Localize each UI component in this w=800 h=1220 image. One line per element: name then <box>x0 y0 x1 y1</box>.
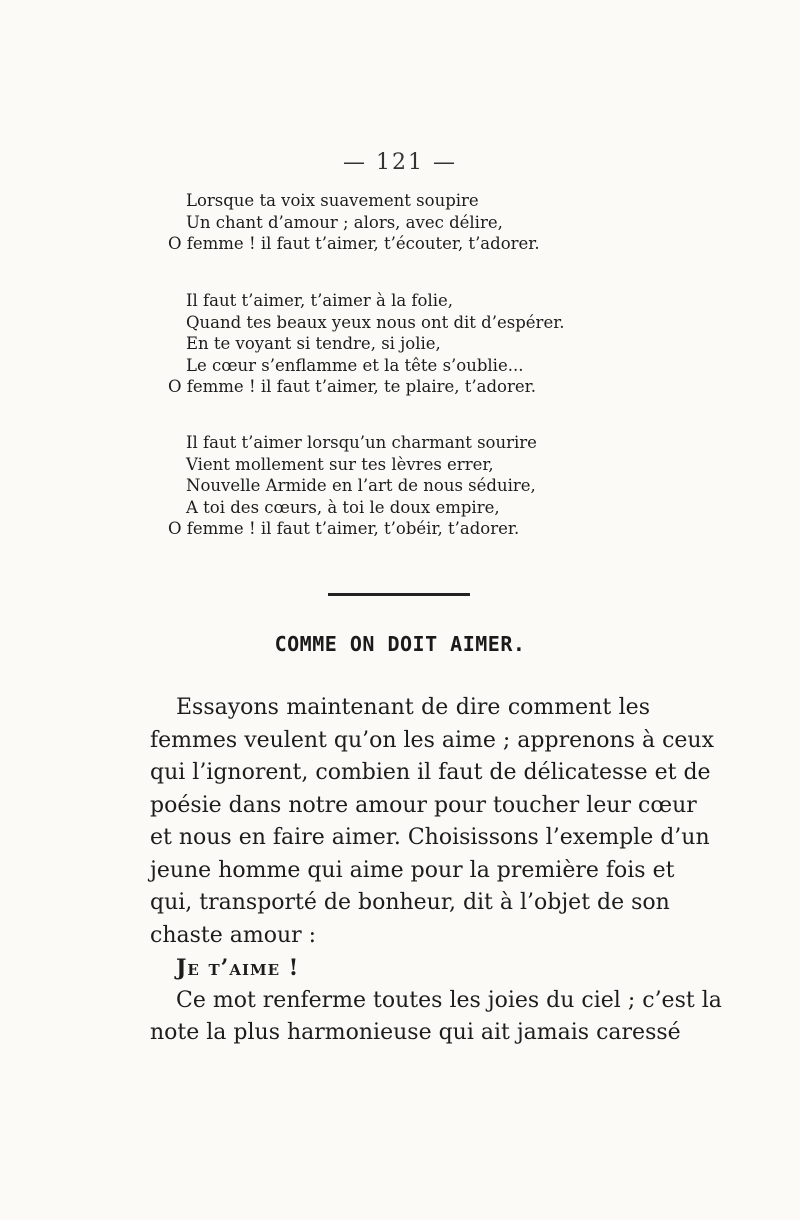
prose-line: qui l’ignorent, combien il faut de délicatesse et de <box>150 760 711 785</box>
poem-line: Nouvelle Armide en l’art de nous séduire, <box>186 476 536 495</box>
poem-line: Vient mollement sur tes lèvres errer, <box>186 454 494 474</box>
exclamation-line: Je t’aime ! <box>176 955 300 981</box>
prose-line: femmes veulent qu’on les aime ; apprenons à ceux <box>150 727 714 753</box>
poem-line: Il faut t’aimer lorsqu’un charmant sourire <box>186 433 537 452</box>
prose-line: jeune homme qui aime pour la première fois et <box>150 857 675 883</box>
page-number: — 121 — <box>343 150 457 175</box>
poem-line: Un chant d’amour ; alors, avec délire, <box>186 212 503 232</box>
prose-line: note la plus harmonieuse qui ait jamais caressé <box>150 1020 681 1045</box>
poem-refrain-line: O femme ! il faut t’aimer, t’obéir, t’adorer. <box>168 519 520 538</box>
poem-refrain-line: O femme ! il faut t’aimer, t’écouter, t’adorer. <box>168 234 540 253</box>
poem-line: Il faut t’aimer, t’aimer à la folie, <box>186 291 454 310</box>
poem-stanza-3 <box>168 432 537 540</box>
prose-body <box>150 692 722 1050</box>
section-heading: COMME ON DOIT AIMER. <box>274 632 526 656</box>
poem-stanza-2 <box>168 290 565 398</box>
prose-line: Ce mot renferme toutes les joies du ciel ; c’est la <box>176 987 722 1013</box>
prose-line: et nous en faire aimer. Choisissons l’exemple d’un <box>150 825 710 850</box>
poem-stanza-1 <box>168 190 540 255</box>
poem-refrain-line: O femme ! il faut t’aimer, te plaire, t’adorer. <box>168 377 536 396</box>
prose-line: chaste amour : <box>150 922 317 948</box>
poem-line: En te voyant si tendre, si jolie, <box>186 334 441 353</box>
poem-line: Quand tes beaux yeux nous ont dit d’espérer. <box>186 312 565 332</box>
poem-line: A toi des cœurs, à toi le doux empire, <box>186 497 500 517</box>
prose-line: poésie dans notre amour pour toucher leur cœur <box>150 792 697 818</box>
poem-line: Le cœur s’enflamme et la tête s’oublie... <box>186 355 524 375</box>
poem-line: Lorsque ta voix suavement soupire <box>186 191 479 210</box>
section-divider <box>328 593 470 596</box>
prose-line: Essayons maintenant de dire comment les <box>176 695 650 720</box>
prose-line: qui, transporté de bonheur, dit à l’objet de son <box>150 890 670 915</box>
